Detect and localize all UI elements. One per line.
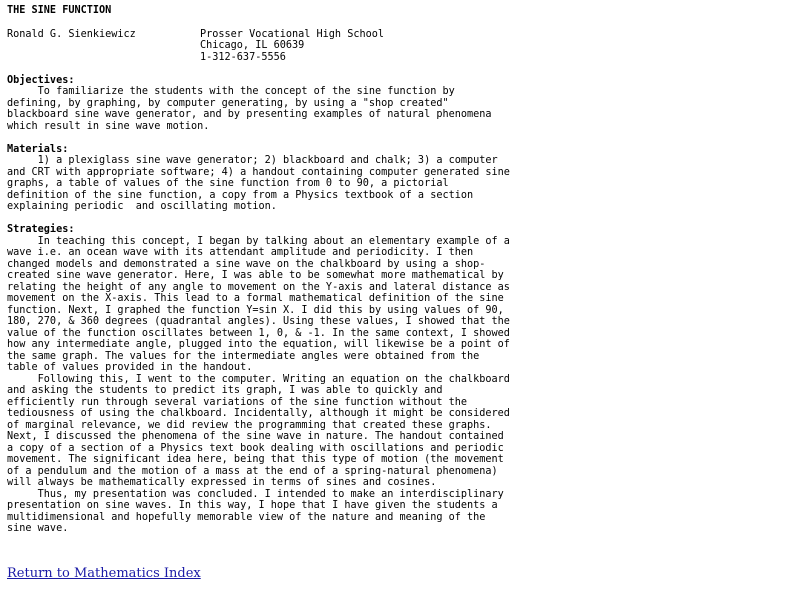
text-line: 180, 270, & 360 degrees (quadrantal angles). Using these values, I showed that the: [7, 316, 510, 327]
text-line: To familiarize the students with the concept of the sine function by: [7, 86, 455, 97]
text-line: movement. The significant idea here, being that this type of motion (the movement: [7, 454, 504, 465]
text-line: created sine wave generator. Here, I was able to be somewhat more mathematical by: [7, 270, 504, 281]
author-block: [7, 29, 797, 64]
text-line: relating the height of any angle to movement on the Y-axis and lateral distance as: [7, 281, 510, 293]
text-line: definition of the sine function, a copy from a Physics textbook of a section: [7, 189, 474, 201]
school-city: Chicago, IL 60639: [200, 40, 305, 51]
page-title: THE SINE FUNCTION: [7, 5, 112, 16]
text-line: tediousness of using the chalkboard. Incidentally, although it might be considered: [7, 408, 510, 419]
text-line: and asking the students to predict its graph, I was able to quickly and: [7, 385, 443, 396]
school-info: [200, 29, 384, 64]
text-line: multidimensional and hopefully memorable view of the nature and meaning of the: [7, 511, 486, 523]
section-heading: Materials:: [7, 143, 69, 155]
text-line: Next, I discussed the phenomena of the sine wave in nature. The handout contained: [7, 431, 504, 442]
text-line: function. Next, I graphed the function Y=sin X. I did this by using values of 90,: [7, 304, 504, 316]
section-materials: [7, 144, 797, 213]
text-line: blackboard sine wave generator, and by presenting examples of natural phenomena: [7, 109, 492, 120]
text-line: table of values provided in the handout.: [7, 362, 253, 373]
text-line: how any intermediate angle, plugged into the equation, will likewise be a point of: [7, 339, 510, 350]
school-name: Prosser Vocational High School: [200, 28, 385, 40]
text-line: which result in sine wave motion.: [7, 120, 210, 132]
section-heading: Strategies:: [7, 224, 75, 235]
document-body: [7, 75, 797, 535]
text-line: efficiently run through several variations of the sine function without the: [7, 396, 468, 408]
text-line: a copy of a section of a Physics text book dealing with oscillations and periodic: [7, 442, 504, 454]
text-line: Following this, I went to the computer. Writing an equation on the chalkboard: [7, 373, 510, 385]
text-line: Thus, my presentation was concluded. I intended to make an interdisciplinary: [7, 488, 504, 500]
text-line: defining, by graphing, by computer generating, by using a "shop created": [7, 97, 449, 109]
text-line: movement on the X-axis. This lead to a formal mathematical definition of the sine: [7, 293, 504, 304]
section-heading: Objectives:: [7, 74, 75, 86]
text-line: In teaching this concept, I began by talking about an elementary example of a: [7, 235, 510, 247]
text-line: graphs, a table of values of the sine function from 0 to 90, a pictorial: [7, 178, 449, 189]
text-line: of a pendulum and the motion of a mass at the end of a spring-natural phenomena): [7, 465, 498, 477]
text-line: 1) a plexiglass sine wave generator; 2) blackboard and chalk; 3) a computer: [7, 155, 498, 166]
author-name: Ronald G. Sienkiewicz: [7, 28, 136, 40]
text-line: changed models and demonstrated a sine wave on the chalkboard by using a shop-: [7, 258, 486, 270]
text-line: will always be mathematically expressed in terms of sines and cosines.: [7, 477, 437, 488]
section-objectives: [7, 75, 797, 133]
footer: [7, 566, 201, 581]
text-line: of marginal relevance, we did review the programming that created these graphs.: [7, 419, 492, 431]
text-line: explaining periodic and oscillating motion.: [7, 201, 277, 212]
document-page: [7, 5, 797, 535]
school-phone: 1-312-637-5556: [200, 51, 286, 63]
text-line: sine wave.: [7, 523, 69, 534]
section-strategies: [7, 224, 797, 535]
return-to-mathematics-index-link[interactable]: Return to Mathematics Index: [7, 566, 201, 581]
text-line: presentation on sine waves. In this way, I hope that I have given the students a: [7, 500, 498, 511]
text-line: wave i.e. an ocean wave with its attendant amplitude and periodicity. I then: [7, 247, 474, 258]
text-line: and CRT with appropriate software; 4) a handout containing computer generated sine: [7, 166, 510, 178]
text-line: the same graph. The values for the intermediate angles were obtained from the: [7, 350, 480, 362]
text-line: value of the function oscillates between 1, 0, & -1. In the same context, I showed: [7, 327, 510, 339]
